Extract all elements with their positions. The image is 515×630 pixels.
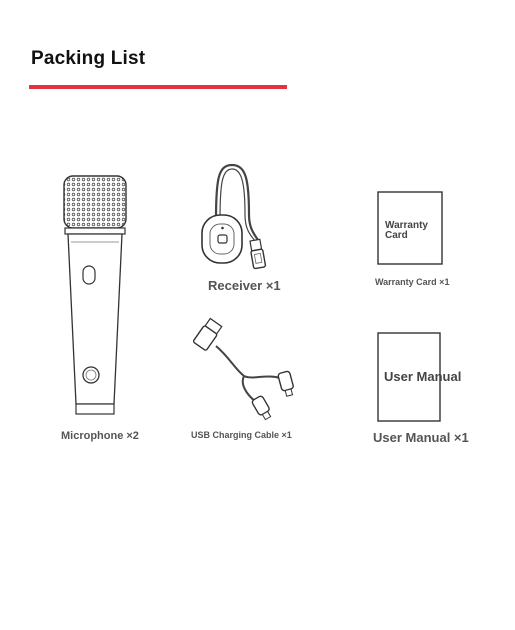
usb-cable-icon [188,318,303,423]
warranty-card-printed-text: Warranty Card [385,220,428,241]
item-label-warranty-card: Warranty Card ×1 [375,277,450,287]
item-label-usb-cable: USB Charging Cable ×1 [191,430,292,440]
microphone-icon [56,172,136,422]
title-underline [29,85,287,89]
item-label-user-manual: User Manual ×1 [373,430,469,445]
page-title: Packing List [31,48,146,69]
item-label-receiver: Receiver ×1 [208,278,281,293]
receiver-icon [196,160,271,275]
item-label-microphone: Microphone ×2 [61,430,139,442]
user-manual-printed-text: User Manual [384,369,462,384]
